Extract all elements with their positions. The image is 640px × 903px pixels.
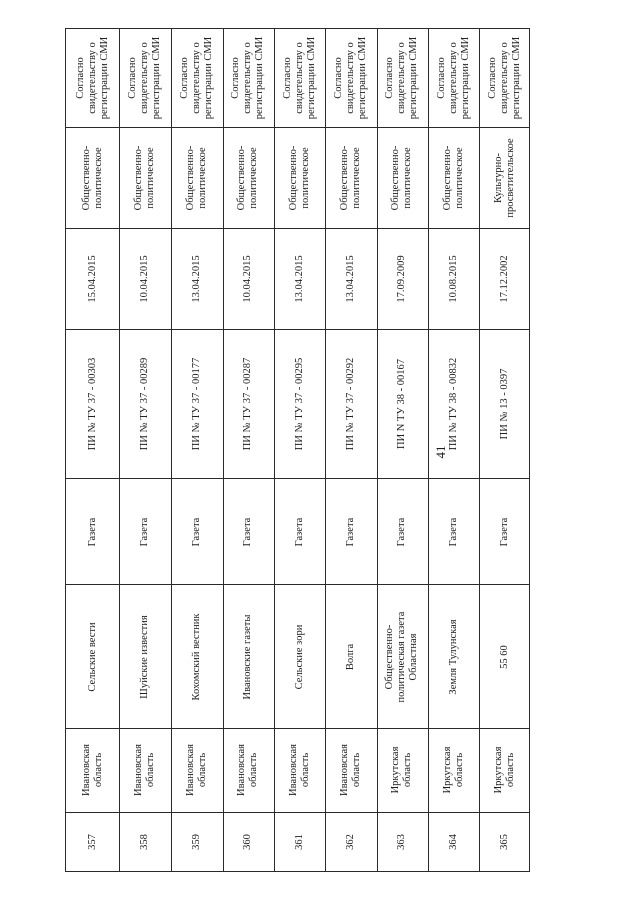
cell-text: Согласно свидетельству о регистрации СМИ (126, 36, 163, 120)
cell-text: 13.04.2015 (293, 255, 305, 303)
cell-text: 17.09.2009 (395, 255, 407, 303)
cell-text: Сельские вести (86, 622, 98, 692)
cell-text: 361 (293, 834, 305, 850)
cell-text: Культурно- просветительское (492, 138, 516, 218)
cell-text: 10.08.2015 (447, 255, 459, 303)
cell-text: Ивановская область (80, 744, 104, 796)
cell-text: 10.04.2015 (241, 255, 253, 303)
cell-text: ПИ N ТУ 38 - 00167 (395, 359, 407, 449)
cell-text: 15.04.2015 (86, 255, 98, 303)
cell-text: Согласно свидетельству о регистрации СМИ (435, 36, 472, 120)
cell-text: Газета (86, 517, 98, 547)
cell-text: Общественно- политическое (132, 145, 156, 211)
cell-text: Согласно свидетельству о регистрации СМИ (281, 36, 318, 120)
cell-text: Общественно- политическая газета Областная (383, 611, 420, 703)
cell-text: 365 (498, 834, 510, 850)
cell-text: 13.04.2015 (190, 255, 202, 303)
cell-text: 358 (138, 834, 150, 850)
cell-text: Общественно- политическое (389, 145, 413, 211)
cell-text: Земля Тулунская (447, 619, 459, 695)
cell-text: Общественно- политическое (441, 145, 465, 211)
cell-text: Газета (138, 517, 150, 547)
cell-text: Газета (395, 517, 407, 547)
cell-text: ПИ № ТУ 38 - 00832 (447, 357, 459, 451)
cell-text: Газета (241, 517, 253, 547)
cell-text: Общественно- политическое (80, 145, 104, 211)
cell-text: 17.12.2002 (498, 255, 510, 303)
cell-text: Иркутская область (389, 746, 413, 794)
cell-text: Ивановская область (287, 744, 311, 796)
cell-text: Кохомский вестник (190, 613, 202, 701)
cell-text: Волга (344, 643, 356, 671)
cell-text: Согласно свидетельству о регистрации СМИ (383, 36, 420, 120)
cell-text: ПИ № ТУ 37 - 00289 (138, 357, 150, 451)
cell-text: 364 (447, 834, 459, 850)
cell-text: ПИ № ТУ 37 - 00303 (86, 357, 98, 451)
cell-text: Согласно свидетельству о регистрации СМИ (486, 36, 523, 120)
cell-text: Газета (498, 517, 510, 547)
cell-text: 357 (86, 834, 98, 850)
cell-text: Согласно свидетельству о регистрации СМИ (229, 36, 266, 120)
cell-text: Сельские зори (293, 624, 305, 690)
cell-text: Газета (447, 517, 459, 547)
cell-text: ПИ № ТУ 37 - 00295 (293, 357, 305, 451)
cell-text: 13.04.2015 (344, 255, 356, 303)
cell-text: Ивановские газеты (241, 614, 253, 700)
cell-text: Ивановская область (338, 744, 362, 796)
cell-text: 359 (190, 834, 202, 850)
cell-text: Согласно свидетельству о регистрации СМИ (74, 36, 111, 120)
cell-text: Газета (344, 517, 356, 547)
cell-text: ПИ № ТУ 37 - 00177 (190, 357, 202, 451)
cell-text: Иркутская область (492, 746, 516, 794)
cell-text: Ивановская область (235, 744, 259, 796)
cell-text: Общественно- политическое (235, 145, 259, 211)
cell-text: Общественно- политическое (287, 145, 311, 211)
cell-text: Общественно- политическое (338, 145, 362, 211)
cell-text: Общественно- политическое (184, 145, 208, 211)
cell-text: Ивановская область (132, 744, 156, 796)
cell-text: ПИ № ТУ 37 - 00292 (344, 357, 356, 451)
cell-text: 362 (344, 834, 356, 850)
cell-text: 360 (241, 834, 253, 850)
cell-text: 363 (395, 834, 407, 850)
cell-text: 10.04.2015 (138, 255, 150, 303)
cell-text: Шуйские известия (138, 615, 150, 699)
cell-text: Согласно свидетельству о регистрации СМИ (332, 36, 369, 120)
cell-text: Газета (293, 517, 305, 547)
page-number: 41 (433, 445, 448, 459)
cell-text: ПИ № ТУ 37 - 00287 (241, 357, 253, 451)
cell-text: Газета (190, 517, 202, 547)
cell-text: Ивановская область (184, 744, 208, 796)
cell-text: ПИ № 13 - 0397 (498, 368, 510, 440)
cell-text: Иркутская область (441, 746, 465, 794)
cell-text: Согласно свидетельству о регистрации СМИ (178, 36, 215, 120)
cell-text: 55 60 (498, 645, 510, 669)
